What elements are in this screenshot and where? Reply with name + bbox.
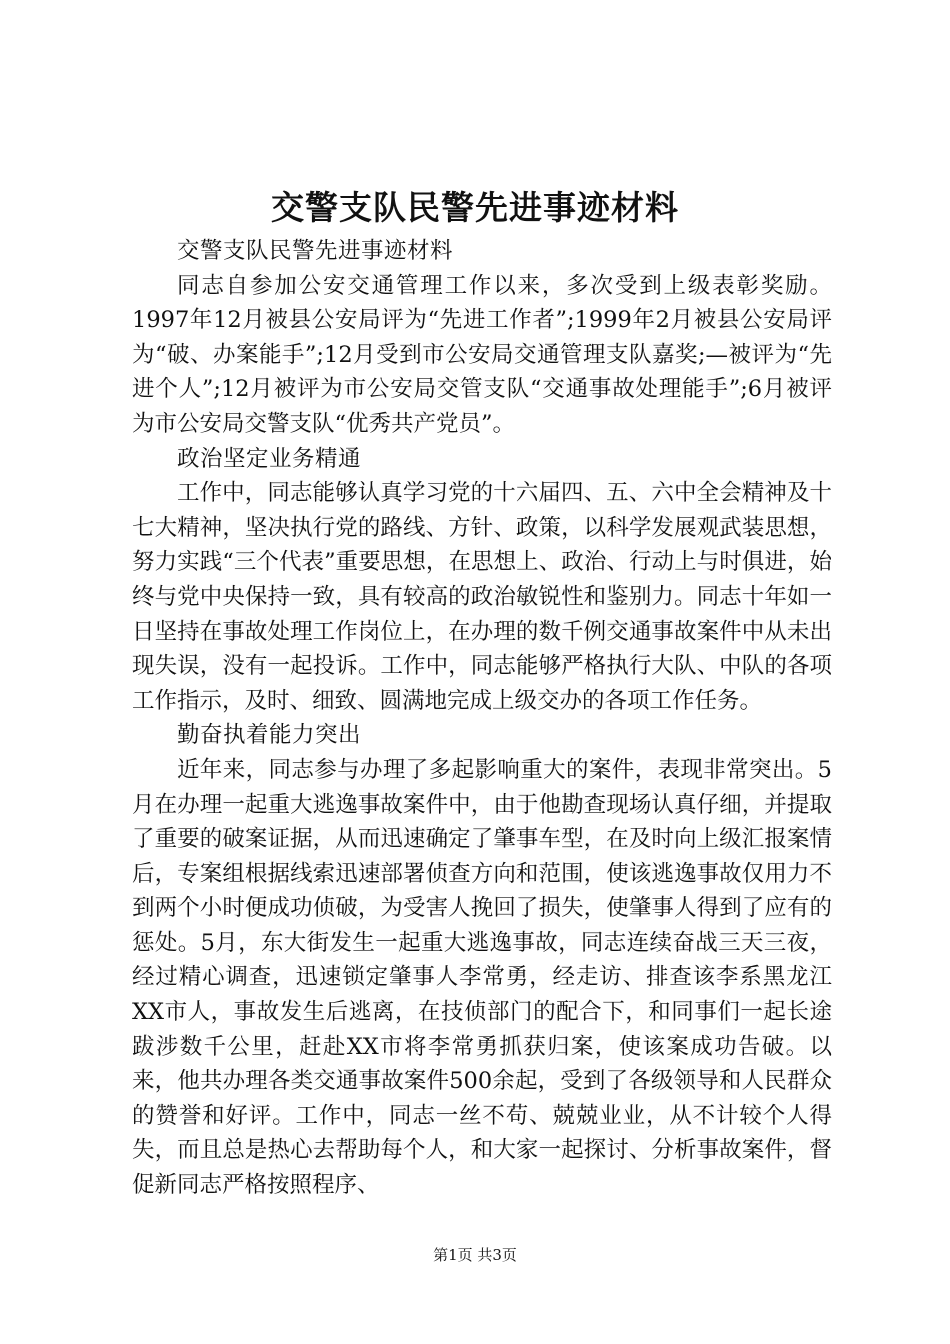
politics-paragraph: 工作中，同志能够认真学习党的十六届四、五、六中全会精神及十七大精神，坚决执行党的路线、方针、政策，以科学发展观武装思想，努力实践“三个代表”重要思想，在思想上、政治、行动上与时俱进，始终与党中央保持一致，具有较高的政治敏锐性和鉴别力。同志十年如一日坚持在事故处理工作岗位上，在办理的数千例交通事故案件中从未出现失误，没有一起投诉。工作中，同志能够严格执行大队、中队的各项工作指示，及时、细致、圆满地完成上级交办的各项工作任务。	[132, 480, 832, 714]
document-body	[132, 234, 832, 1203]
document-title: 交警支队民警先进事迹材料	[271, 188, 679, 227]
page-total: 共3页	[477, 1246, 517, 1264]
section-heading-politics: 政治坚定业务精通	[177, 445, 362, 472]
ability-paragraph: 近年来，同志参与办理了多起影响重大的案件，表现非常突出。5月在办理一起重大逃逸事故案件中，由于他勘查现场认真仔细，并提取了重要的破案证据，从而迅速确定了肇事车型，在及时向上级汇报案情后，专案组根据线索迅速部署侦查方向和范围，使该逃逸事故仅用力不到两个小时便成功侦破，为受害人挽回了损失，使肇事人得到了应有的惩处。5月，东大街发生一起重大逃逸事故，同志连续奋战三天三夜，经过精心调查，迅速锁定肇事人李常勇，经走访、排查该李系黑龙江XX市人，事故发生后逃离，在技侦部门的配合下，和同事们一起长途跋涉数千公里，赶赴XX市将李常勇抓获归案，使该案成功告破。以来，他共办理各类交通事故案件500余起，受到了各级领导和人民群众的赞誉和好评。工作中，同志一丝不苟、兢兢业业，从不计较个人得失，而且总是热心去帮助每个人，和大家一起探讨、分析事故案件，督促新同志严格按照程序、	[132, 756, 832, 1199]
page-footer	[0, 1244, 950, 1266]
subtitle-paragraph: 交警支队民警先进事迹材料	[177, 238, 454, 264]
section-heading-ability: 勤奋执着能力突出	[177, 722, 362, 749]
honors-paragraph: 同志自参加公安交通管理工作以来，多次受到上级表彰奖励。1997年12月被县公安局评为“先进工作者”;1999年2月被县公安局评为“破、办案能手”;12月受到市公安局交通管理支队嘉奖;—被评为“先进个人”;12月被评为市公安局交管支队“交通事故处理能手”;6月被评为市公安局交警支队“优秀共产党员”。	[132, 272, 832, 437]
page-number: 第1页	[433, 1246, 473, 1264]
